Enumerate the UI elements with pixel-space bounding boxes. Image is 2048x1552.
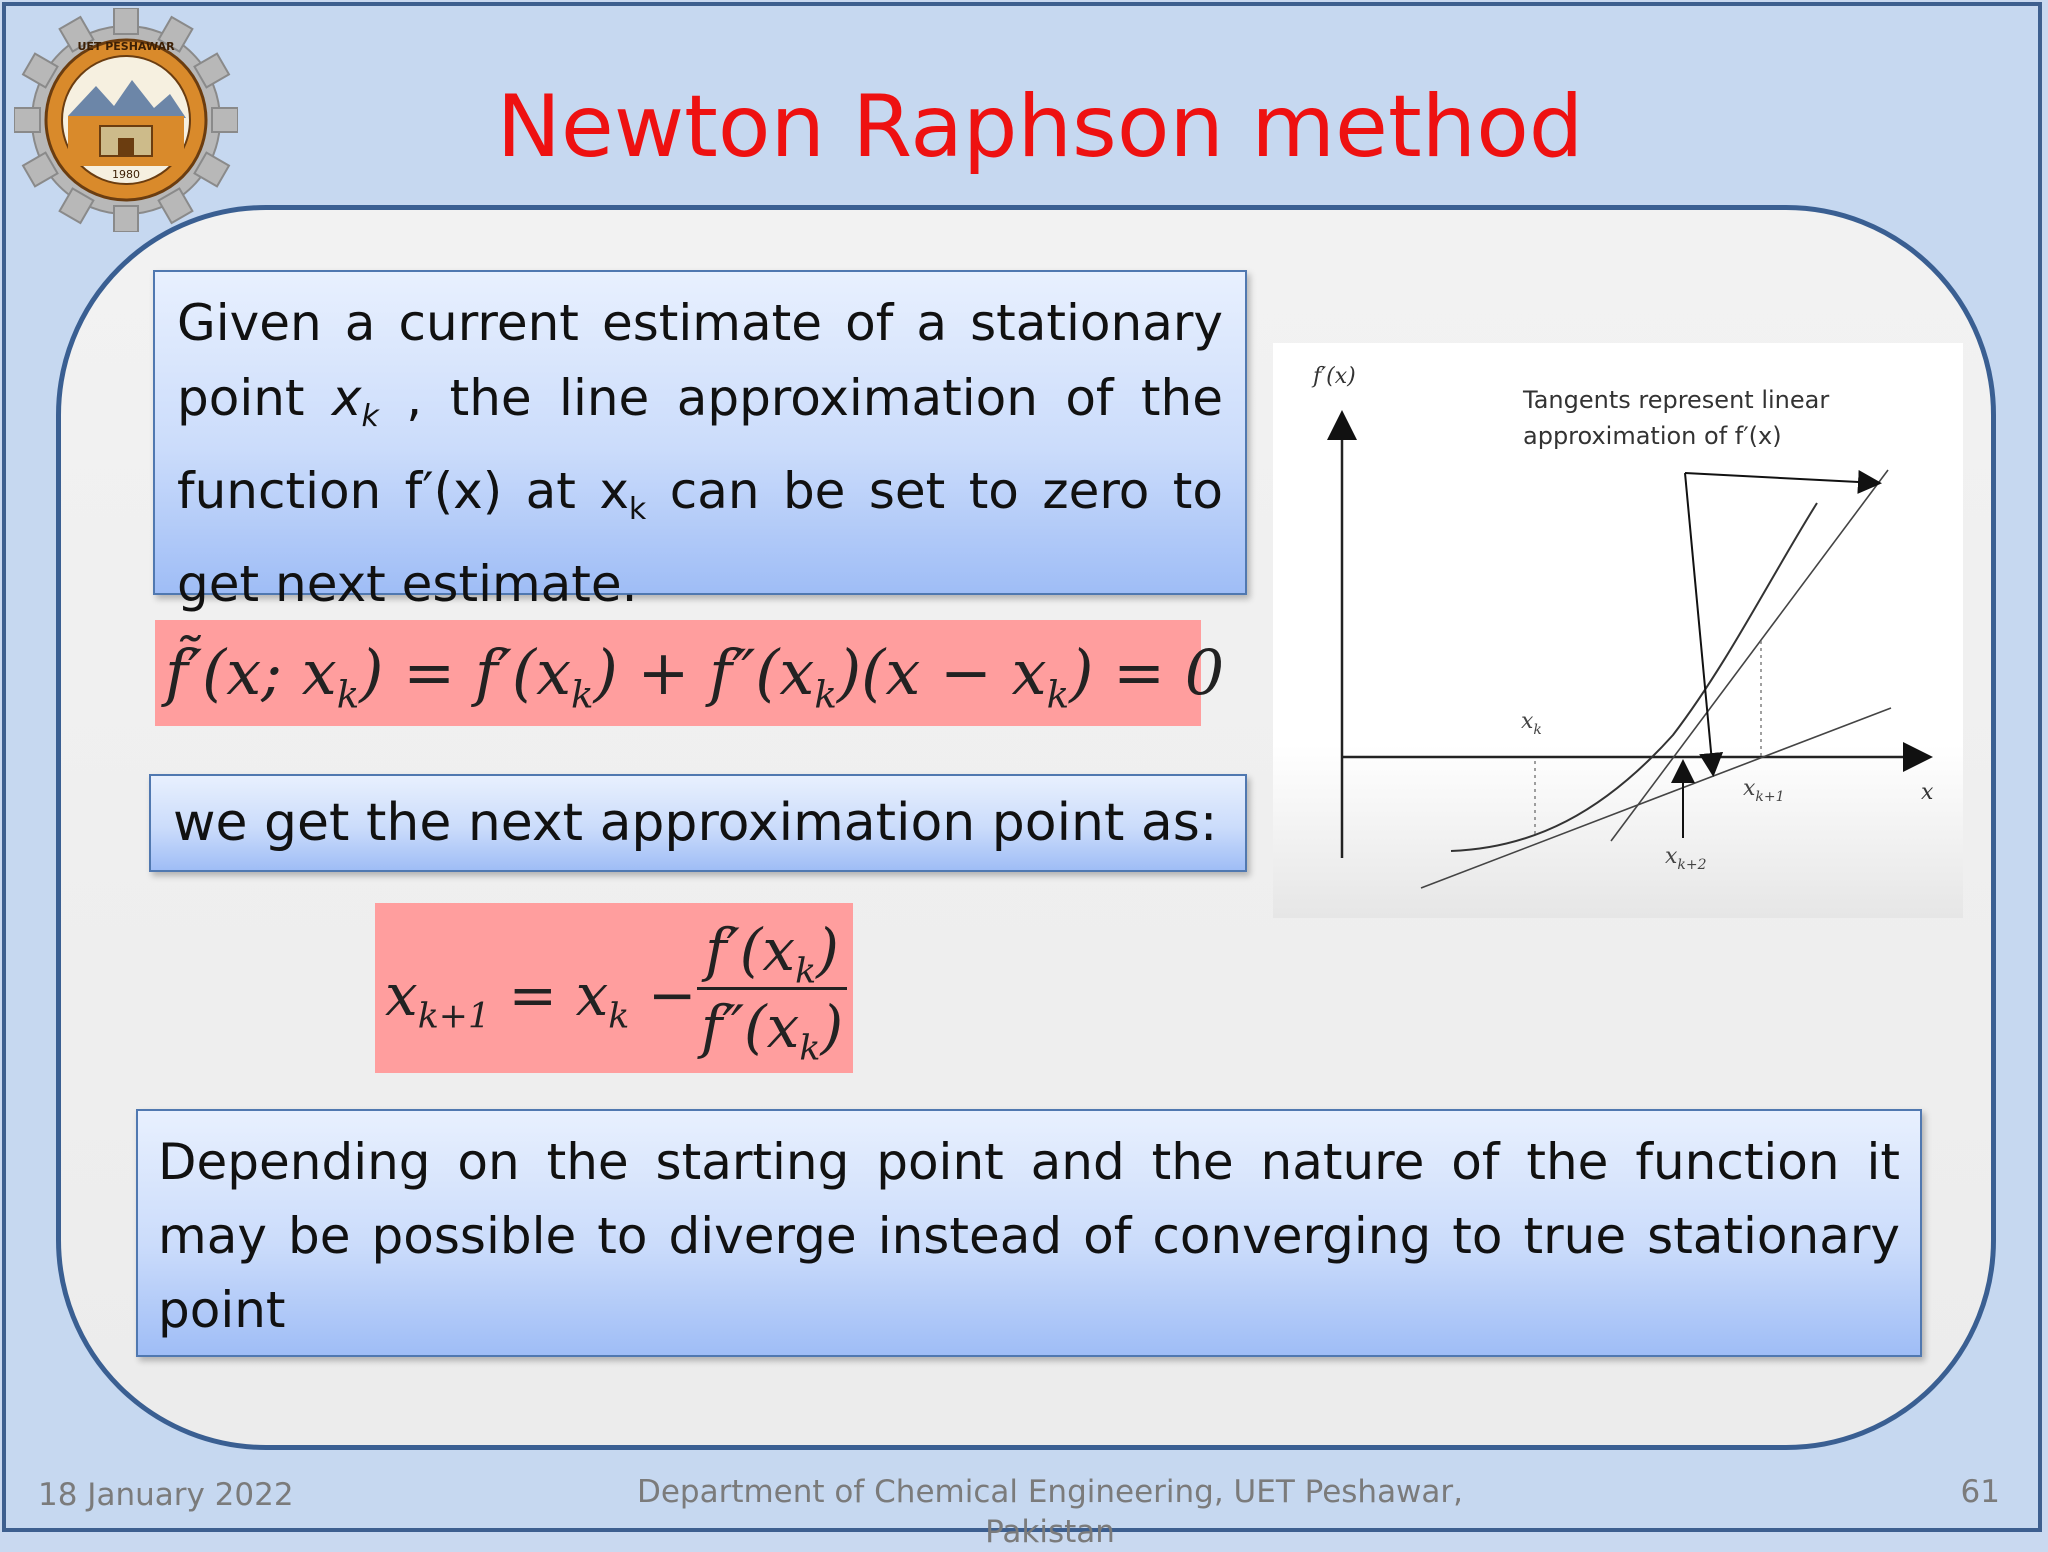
annotation-line-1: Tangents represent linear — [1523, 386, 1830, 414]
svg-text:UET PESHAWAR: UET PESHAWAR — [77, 40, 175, 53]
slide-title: Newton Raphson method — [496, 77, 1584, 177]
definition-text-c: can be set to zero to get next estimate. — [177, 462, 1223, 613]
annotation-arrow-2 — [1685, 473, 1713, 773]
eq2-part: ) — [820, 993, 844, 1061]
eq2-part: = x — [490, 961, 609, 1029]
eq2-part: − — [629, 961, 697, 1029]
tangent-diagram — [1273, 343, 1963, 918]
annotation-line-2: approximation of f′(x) — [1523, 422, 1782, 450]
eq1-part: f̃′(x; x — [165, 636, 337, 709]
xk1-label: $x_{k+1}$ — [1743, 776, 1785, 805]
var-x: x — [331, 369, 362, 427]
eq1-sub: k — [571, 672, 594, 717]
eq2-sub: k — [799, 1028, 821, 1069]
page-number: 61 — [1960, 1474, 2000, 1510]
tangent-line-1 — [1421, 708, 1891, 888]
xk2-label: $x_{k+2}$ — [1665, 844, 1707, 873]
definition-box — [153, 270, 1247, 613]
eq2-part: f′(x — [705, 916, 796, 984]
sub-k: k — [628, 492, 647, 527]
eq2-numerator — [697, 916, 847, 992]
eq2-part: ) — [816, 916, 839, 984]
fraction-bar — [697, 987, 847, 990]
eq1-sub: k — [1046, 672, 1070, 717]
eq1-part: ) + f″(x — [593, 636, 815, 709]
y-axis-label: f′(x) — [1313, 364, 1356, 389]
next-approximation-text: we get the next approximation point as: — [173, 793, 1218, 853]
eq2-denominator — [697, 993, 847, 1069]
xk-label: $x_k$ — [1521, 709, 1542, 738]
linear-approximation-equation — [155, 620, 1225, 726]
eq1-sub: k — [814, 672, 837, 717]
next-approximation-box — [149, 774, 1247, 872]
definition-text-b: , the line approximation of the function f′(x) at x — [177, 369, 1223, 520]
eq1-part: )(x − x — [836, 636, 1047, 709]
eq1-part: ) = 0 — [1069, 636, 1225, 709]
divergence-note-box — [136, 1109, 1922, 1357]
eq2-sub: k — [608, 996, 630, 1037]
footer-department: Department of Chemical Engineering, UET Peshawar, Pakistan — [636, 1474, 1464, 1550]
newton-tangent-figure — [1273, 343, 1963, 918]
eq2-lhs — [385, 961, 696, 1037]
var-k: k — [361, 399, 379, 434]
divergence-note-text: Depending on the starting point and the nature of the function it may be possible to diverge instead of converging to true stationary point — [158, 1133, 1900, 1339]
eq1-part: ) = f′(x — [359, 636, 572, 709]
eq1-sub: k — [336, 672, 360, 717]
svg-text:1980: 1980 — [112, 168, 140, 181]
definition-text-a: Given a current estimate of a stationary point — [177, 294, 1223, 427]
footer-date: 18 January 2022 — [38, 1477, 294, 1513]
eq2-fraction — [697, 916, 847, 1069]
eq2-sub: k — [795, 951, 817, 992]
university-seal-icon — [14, 8, 238, 232]
annotation-arrow-1 — [1685, 473, 1878, 483]
newton-update-equation — [375, 903, 853, 1073]
eq2-sub: k+1 — [417, 996, 491, 1037]
x-axis-label: x — [1921, 780, 1934, 805]
eq2-part: f″(x — [700, 993, 800, 1061]
eq2-part: x — [385, 961, 418, 1029]
